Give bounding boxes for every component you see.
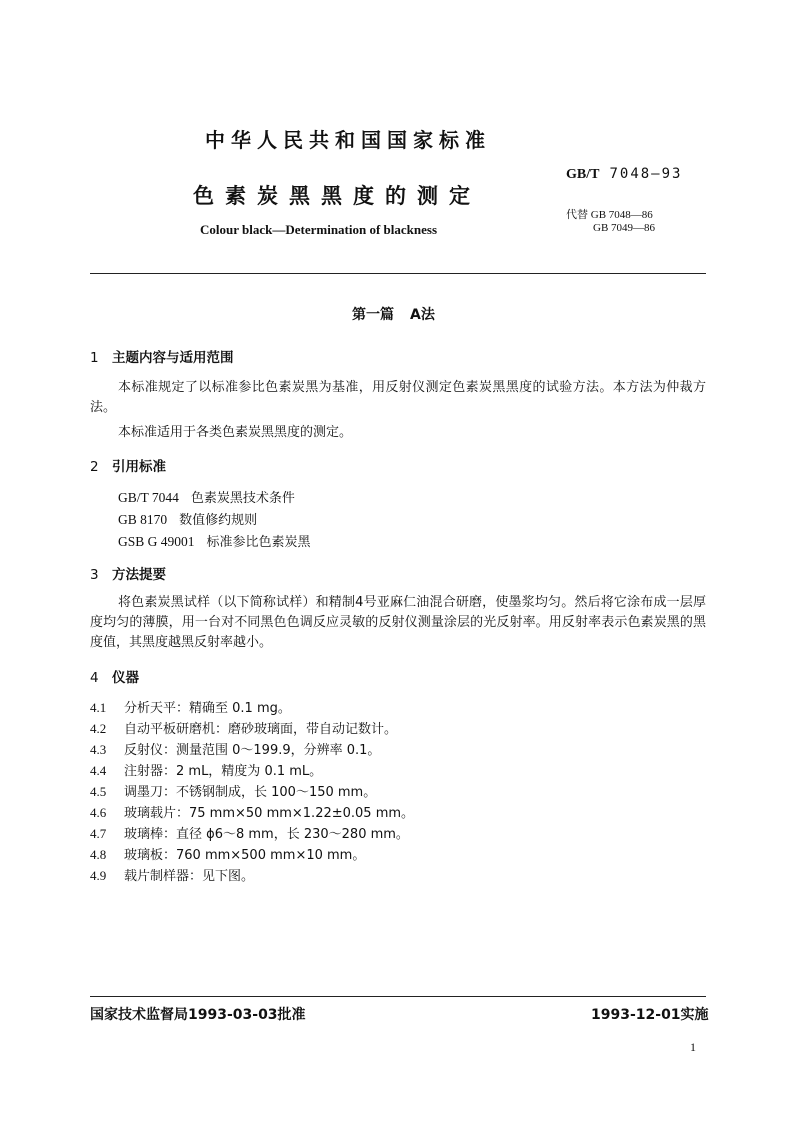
replaces-line-1: 代替 GB 7048—86 xyxy=(566,209,653,221)
part-heading xyxy=(352,304,435,324)
document-title: 色素炭黑黑度的测定 xyxy=(193,184,481,208)
section-2-heading xyxy=(90,455,166,475)
section-number: 4 xyxy=(90,670,99,686)
approval-date: 国家技术监督局1993-03-03批准 xyxy=(90,1007,306,1023)
reference-title: 数值修约规则 xyxy=(179,513,258,528)
section-title: 主题内容与适用范围 xyxy=(112,350,234,366)
item-text: 反射仪：测量范围 0～199.9，分辨率 0.1。 xyxy=(124,743,381,758)
item-text: 调墨刀：不锈钢制成，长 100～150 mm。 xyxy=(124,785,377,800)
reference-title: 色素炭黑技术条件 xyxy=(190,491,295,506)
reference-title: 标准参比色素炭黑 xyxy=(206,535,311,550)
section-title: 仪器 xyxy=(112,670,139,686)
instrument-item xyxy=(90,844,365,863)
part-label: 第一篇 xyxy=(352,307,394,323)
effective-date: 1993-12-01实施 xyxy=(591,1007,709,1023)
instrument-item xyxy=(90,823,409,842)
section-number: 3 xyxy=(90,567,99,583)
standard-prefix: GB/T xyxy=(566,167,600,182)
reference-code: GSB G 49001 xyxy=(118,534,195,549)
item-number: 4.2 xyxy=(90,721,107,736)
item-number: 4.8 xyxy=(90,847,107,862)
item-text: 自动平板研磨机：磨砂玻璃面，带自动记数计。 xyxy=(124,722,398,737)
item-number: 4.9 xyxy=(90,868,107,883)
item-number: 4.5 xyxy=(90,784,107,799)
item-text: 载片制样器：见下图。 xyxy=(124,869,255,884)
item-number: 4.6 xyxy=(90,805,107,820)
section-number: 1 xyxy=(90,350,99,366)
section-3-heading xyxy=(90,563,166,583)
reference-item xyxy=(118,531,311,550)
item-number: 4.1 xyxy=(90,700,107,715)
footer-divider xyxy=(90,996,706,997)
replaces-block xyxy=(566,209,655,235)
instrument-item xyxy=(90,802,414,821)
reference-code: GB/T 7044 xyxy=(118,490,179,505)
english-title: Colour black—Determination of blackness xyxy=(200,222,438,237)
instrument-item xyxy=(90,739,380,758)
issuing-authority-title: 中华人民共和国国家标准 xyxy=(205,128,491,152)
reference-item xyxy=(118,509,257,528)
replaces-line-2: GB 7049—86 xyxy=(593,222,656,234)
standard-code: 7048—93 xyxy=(609,166,683,182)
item-number: 4.4 xyxy=(90,763,107,778)
item-text: 玻璃板：760 mm×500 mm×10 mm。 xyxy=(124,848,366,863)
item-number: 4.3 xyxy=(90,742,107,757)
standard-number xyxy=(566,166,682,183)
item-text: 分析天平：精确至 0.1 mg。 xyxy=(124,701,291,716)
section-1-heading xyxy=(90,346,234,366)
reference-item xyxy=(118,487,295,506)
section-1-paragraph-1: 本标准规定了以标准参比色素炭黑为基准，用反射仪测定色素炭黑黑度的试验方法。本方法为仲裁方法。 xyxy=(90,380,706,415)
section-number: 2 xyxy=(90,459,99,475)
section-4-heading xyxy=(90,666,139,686)
instrument-item xyxy=(90,781,376,800)
instrument-item xyxy=(90,697,291,716)
instrument-item xyxy=(90,718,397,737)
instrument-item xyxy=(90,865,254,884)
page-number: 1 xyxy=(690,1040,696,1054)
reference-code: GB 8170 xyxy=(118,512,168,527)
section-title: 引用标准 xyxy=(112,459,166,475)
item-number: 4.7 xyxy=(90,826,107,841)
instrument-item xyxy=(90,760,322,779)
item-text: 玻璃棒：直径 ϕ6～8 mm，长 230～280 mm。 xyxy=(124,827,409,842)
item-text: 玻璃载片：75 mm×50 mm×1.22±0.05 mm。 xyxy=(124,806,415,821)
item-text: 注射器：2 mL，精度为 0.1 mL。 xyxy=(124,764,323,779)
section-title: 方法提要 xyxy=(112,567,166,583)
section-3-paragraph: 将色素炭黑试样（以下简称试样）和精制4号亚麻仁油混合研磨，使墨浆均匀。然后将它涂布成一层厚度均匀的薄膜，用一台对不同黑色色调反应灵敏的反射仪测量涂层的光反射率。用反射率表示色素炭黑的黑度值，其黑度越黑反射率越小。 xyxy=(90,595,706,650)
section-1-paragraph-2: 本标准适用于各类色素炭黑黑度的测定。 xyxy=(118,425,353,440)
header-divider xyxy=(90,273,706,274)
part-method: A法 xyxy=(410,307,435,323)
